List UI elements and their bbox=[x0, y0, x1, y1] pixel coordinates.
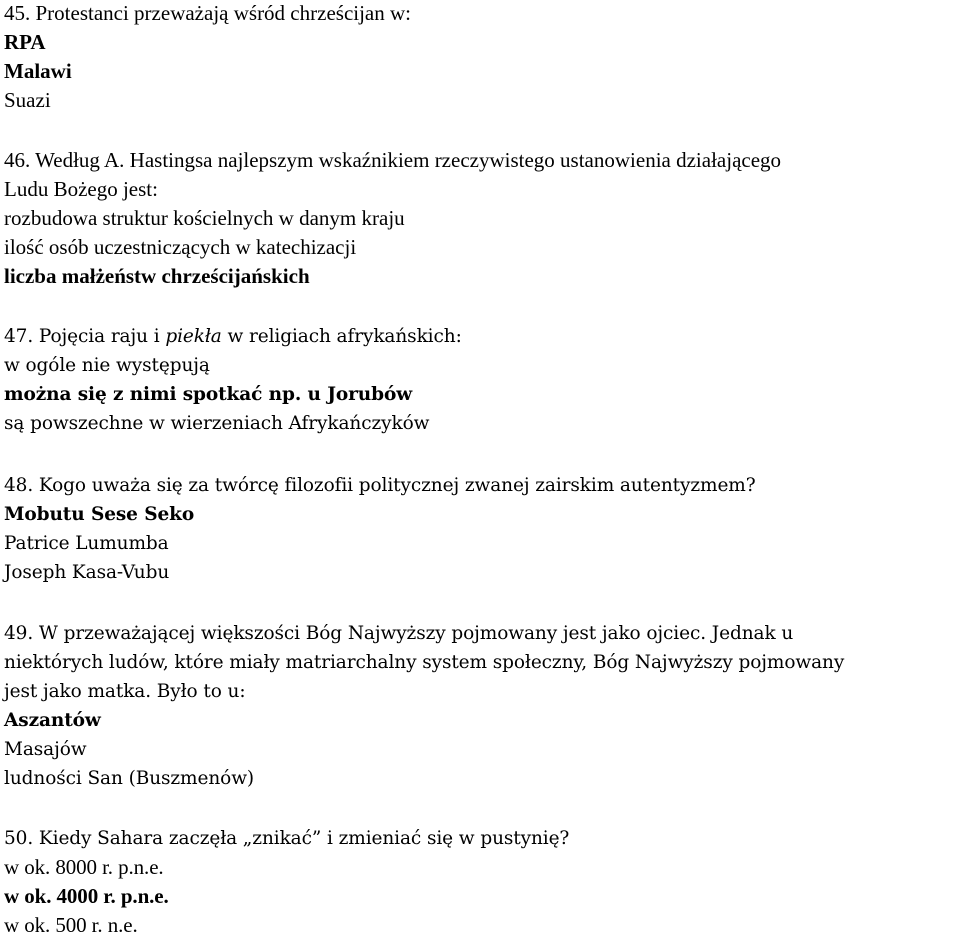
answer-option: Joseph Kasa-Vubu bbox=[4, 562, 170, 583]
answer-option: Suazi bbox=[4, 88, 51, 112]
question-text-continued: jest jako matka. Było to u: bbox=[4, 681, 246, 702]
question-50 bbox=[4, 824, 569, 940]
question-49 bbox=[4, 619, 844, 793]
answer-option-correct: Aszantów bbox=[4, 710, 101, 731]
answer-option: Masajów bbox=[4, 739, 87, 760]
answer-option: w ogóle nie występują bbox=[4, 355, 210, 376]
question-text: 46. Według A. Hastingsa najlepszym wskaźnikiem rzeczywistego ustanowienia działającego bbox=[4, 148, 782, 172]
question-text-continued: niektórych ludów, które miały matriarchalny system społeczny, Bóg Najwyższy pojmowany bbox=[4, 652, 845, 673]
question-48 bbox=[4, 471, 756, 587]
question-47 bbox=[4, 322, 462, 438]
answer-option-correct: Malawi bbox=[4, 59, 72, 83]
question-45 bbox=[4, 0, 411, 115]
answer-option: rozbudowa struktur kościelnych w danym kraju bbox=[4, 206, 405, 230]
answer-option: są powszechne w wierzeniach Afrykańczyków bbox=[4, 413, 430, 434]
answer-option: w ok. 8000 r. p.n.e. bbox=[4, 855, 164, 879]
answer-option: ludności San (Buszmenów) bbox=[4, 768, 255, 789]
answer-option: Patrice Lumumba bbox=[4, 533, 169, 554]
question-text: 48. Kogo uważa się za twórcę filozofii politycznej zwanej zairskim autentyzmem? bbox=[4, 475, 756, 496]
answer-option-correct: liczba małżeństw chrześcijańskich bbox=[4, 264, 310, 288]
answer-option-correct: RPA bbox=[4, 30, 46, 54]
question-text: 47. Pojęcia raju i piekła w religiach afrykańskich: bbox=[4, 326, 462, 347]
answer-option: w ok. 500 r. n.e. bbox=[4, 913, 138, 937]
question-text: 50. Kiedy Sahara zaczęła „znikać” i zmieniać się w pustynię? bbox=[4, 828, 570, 849]
question-text-continued: Ludu Bożego jest: bbox=[4, 177, 158, 201]
question-46 bbox=[4, 146, 781, 291]
answer-option-correct: Mobutu Sese Seko bbox=[4, 504, 195, 525]
answer-option-correct: w ok. 4000 r. p.n.e. bbox=[4, 884, 169, 908]
question-text: 45. Protestanci przeważają wśród chrześcijan w: bbox=[4, 1, 411, 25]
question-text: 49. W przeważającej większości Bóg Najwyższy pojmowany jest jako ojciec. Jednak u bbox=[4, 623, 794, 644]
answer-option-correct: można się z nimi spotkać np. u Jorubów bbox=[4, 384, 413, 405]
answer-option: ilość osób uczestniczących w katechizacji bbox=[4, 235, 357, 259]
